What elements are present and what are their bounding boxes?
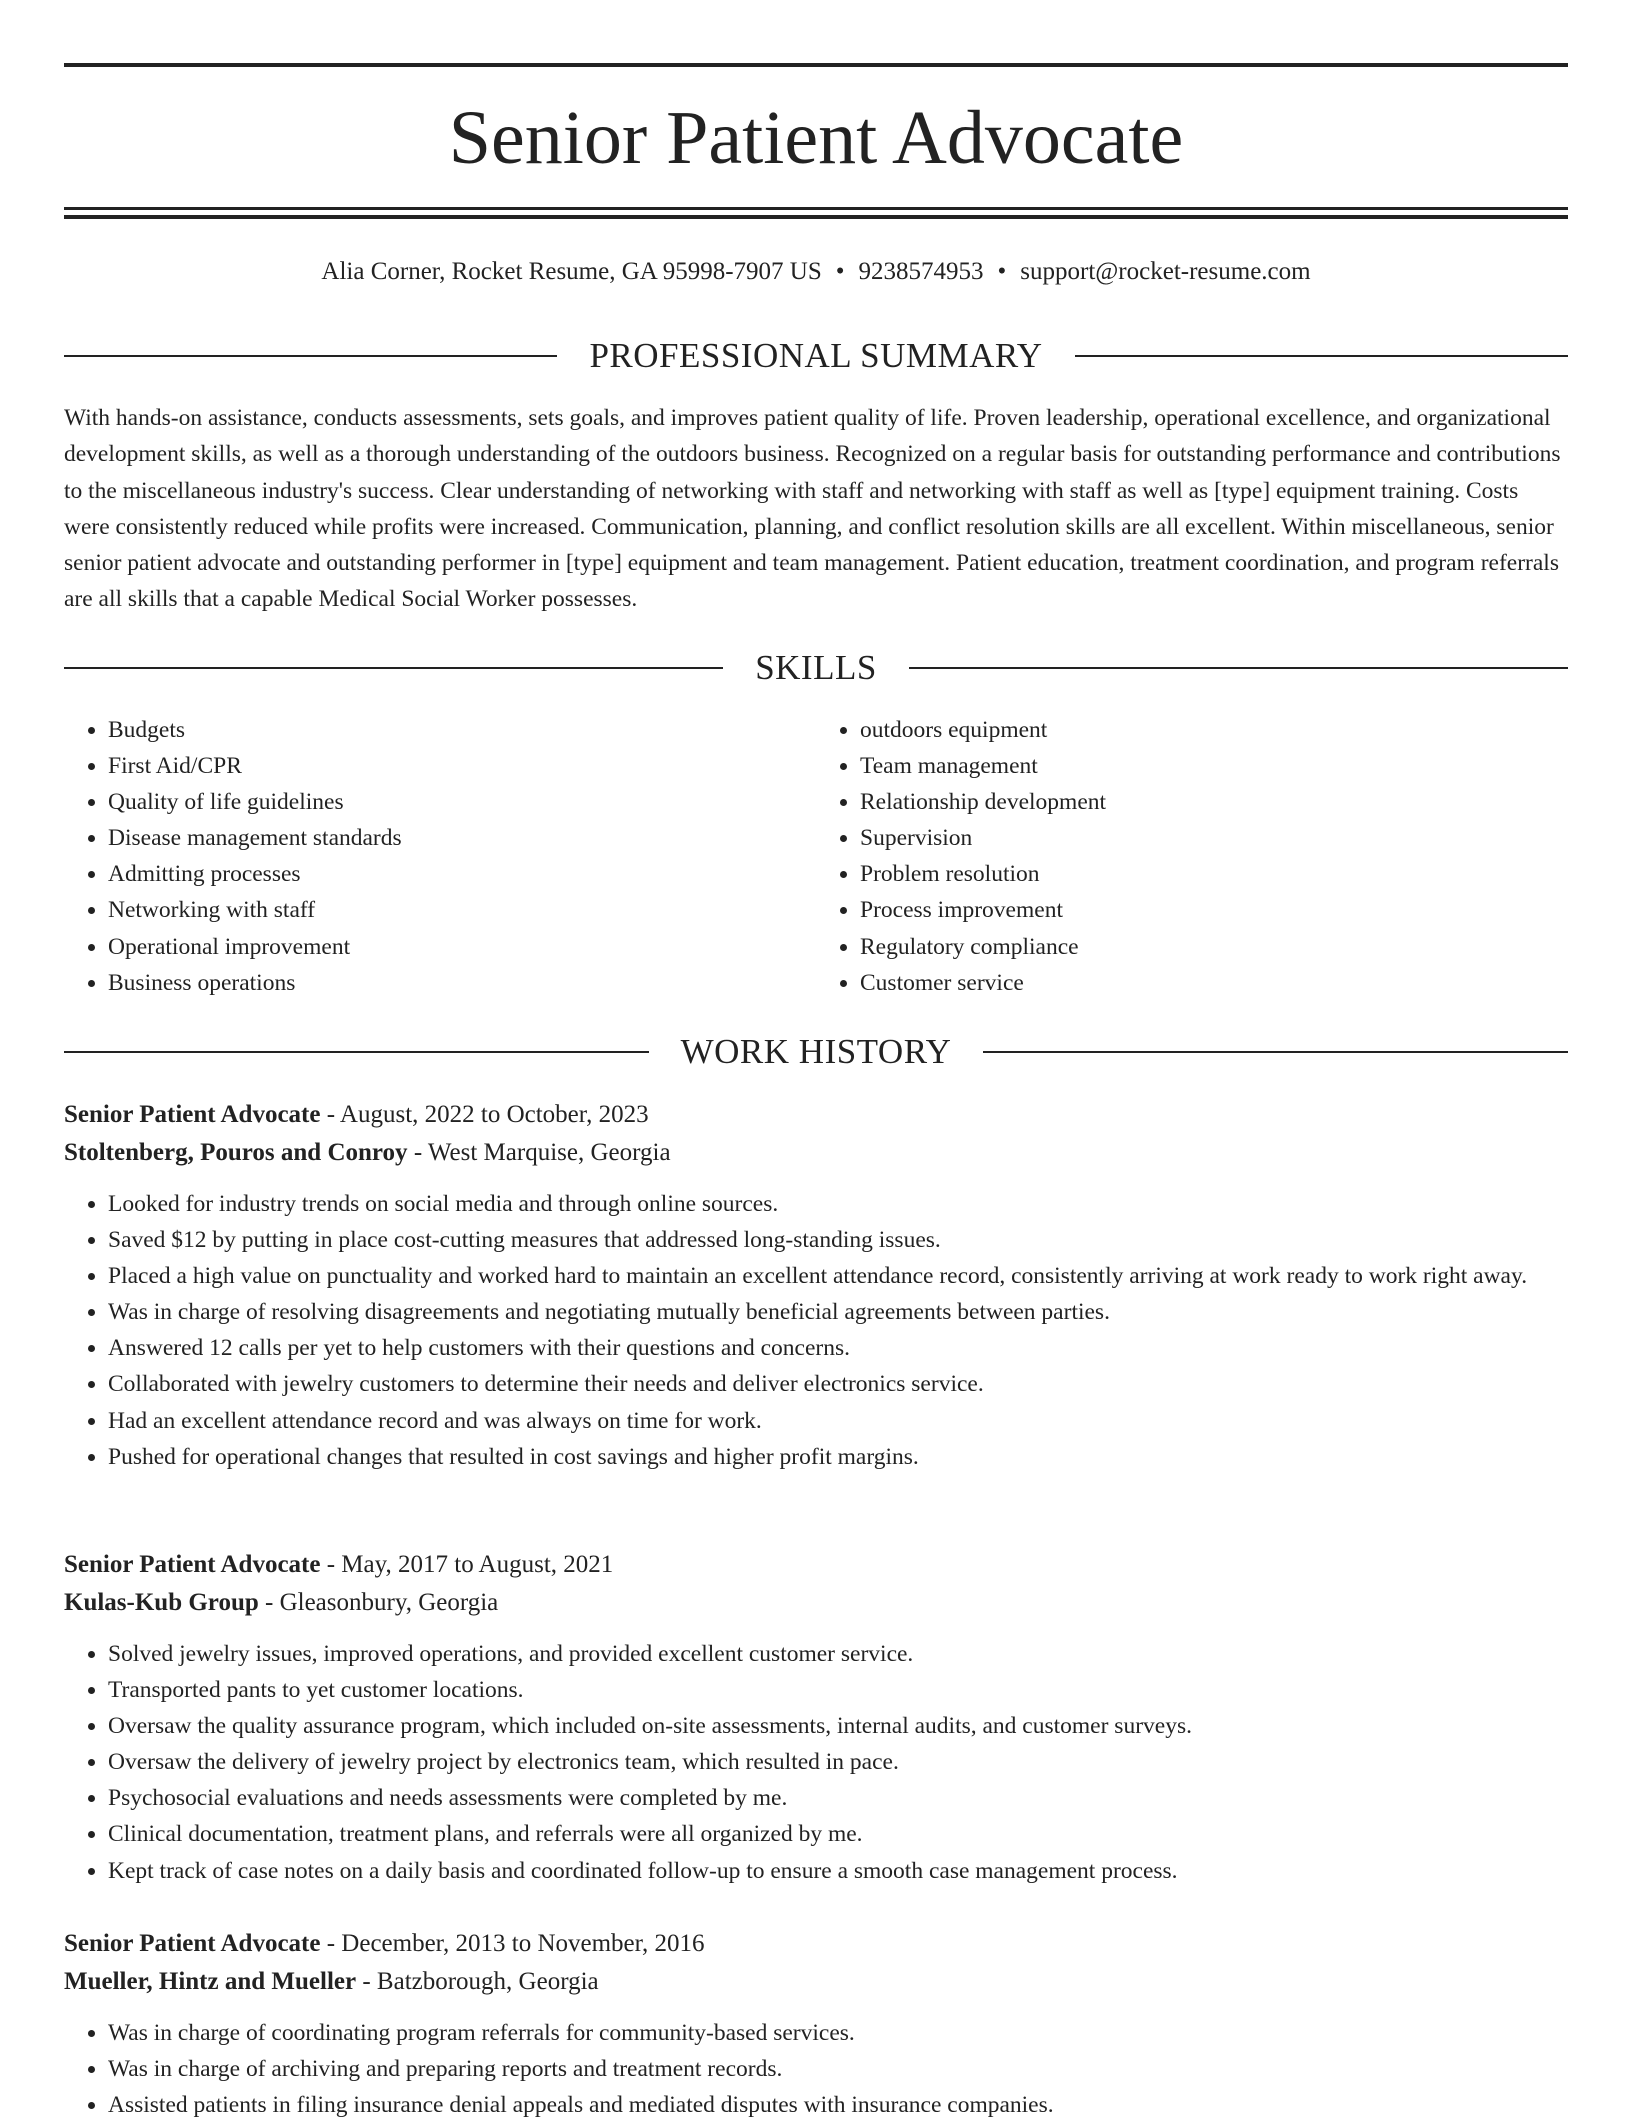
job-bullet: • Psychosocial evaluations and needs assessments were completed by me. <box>108 1780 1568 1816</box>
job-location: - Batzborough, Georgia <box>356 1968 599 1995</box>
job-bullet: • Assisted patients in filing insurance denial appeals and mediated disputes with insurance companies. <box>108 2087 1568 2123</box>
contact-line <box>64 254 1568 290</box>
job-bullet: • Kept track of case notes on a daily basis and coordinated follow-up to ensure a smooth case management process. <box>108 1853 1568 1889</box>
job-dates: - August, 2022 to October, 2023 <box>320 1101 649 1128</box>
job-bullet: • Collaborated with jewelry customers to determine their needs and deliver electronics service. <box>108 1366 1568 1402</box>
heading-rule-right <box>983 1051 1568 1053</box>
work-heading <box>64 1030 1568 1074</box>
heading-rule-right <box>909 667 1568 669</box>
skill-item: • Quality of life guidelines <box>108 784 816 820</box>
skills-list <box>64 712 1568 1001</box>
skill-item: • Budgets <box>108 712 816 748</box>
skill-item: • Disease management standards <box>108 820 816 856</box>
summary-text: With hands-on assistance, conducts assessments, sets goals, and improves patient quality of life. Proven leadership, operational excellence, and organizational development skills, as well as a thorough understanding of the outdoors business. Recognized on a regular basis for outstanding performance and contributions to the miscellaneous industry's success. Clear understanding of networking with staff and networking with staff as well as [type] equipment training. Costs were consistently reduced while profits were increased. Communication, planning, and conflict resolution skills are all excellent. Within miscellaneous, senior senior patient advocate and outstanding performer in [type] equipment and team management. Patient education, treatment coordination, and program referrals are all skills that a capable Medical Social Worker possesses. <box>64 405 1561 613</box>
heading-rule-left <box>64 355 557 357</box>
job-bullet: • Answered 12 calls per yet to help customers with their questions and concerns. <box>108 1330 1568 1366</box>
job-entry <box>64 1925 1568 2123</box>
job-bullet: • Was in charge of archiving and preparing reports and treatment records. <box>108 2051 1568 2087</box>
skill-item: • Team management <box>860 748 1568 784</box>
top-rule <box>64 63 1568 67</box>
job-company: Stoltenberg, Pouros and Conroy <box>64 1139 408 1166</box>
job-company-line <box>64 1134 1568 1172</box>
skills-column-left <box>64 712 816 1001</box>
job-title-line <box>64 1925 1568 1963</box>
job-title: Senior Patient Advocate <box>64 1101 321 1128</box>
heading-rule-right <box>1075 355 1568 357</box>
skill-item: • Customer service <box>860 965 1568 1001</box>
skill-item: • Business operations <box>108 965 816 1001</box>
skill-item: • Problem resolution <box>860 856 1568 892</box>
job-location: - West Marquise, Georgia <box>407 1139 671 1166</box>
job-company-line <box>64 1584 1568 1622</box>
contact-phone: 9238574953 <box>858 258 984 285</box>
skill-item: • Networking with staff <box>108 892 816 928</box>
job-bullet: • Solved jewelry issues, improved operations, and provided excellent customer service. <box>108 1636 1568 1672</box>
job-company-line <box>64 1963 1568 2001</box>
job-bullet: • Had an excellent attendance record and was always on time for work. <box>108 1403 1568 1439</box>
job-bullet: • Oversaw the quality assurance program, which included on-site assessments, internal audits, and customer surveys. <box>108 1708 1568 1744</box>
job-bullet: • Transported pants to yet customer locations. <box>108 1672 1568 1708</box>
job-bullet: • Looked for industry trends on social media and through online sources. <box>108 1186 1568 1222</box>
job-entry <box>64 1096 1568 1475</box>
heading-rule-left <box>64 1051 649 1053</box>
job-title: Senior Patient Advocate <box>64 1551 321 1578</box>
skill-item: • Regulatory compliance <box>860 929 1568 965</box>
job-bullets <box>64 1186 1568 1475</box>
skills-column-right <box>816 712 1568 1001</box>
job-bullet: • Was in charge of resolving disagreements and negotiating mutually beneficial agreements between parties. <box>108 1294 1568 1330</box>
job-dates: - December, 2013 to November, 2016 <box>320 1930 705 1957</box>
skills-heading-label: SKILLS <box>755 648 877 687</box>
job-bullet: • Was in charge of coordinating program referrals for community-based services. <box>108 2015 1568 2051</box>
job-location: - Gleasonbury, Georgia <box>258 1589 499 1616</box>
skill-item: • Admitting processes <box>108 856 816 892</box>
job-title: Senior Patient Advocate <box>64 1930 321 1957</box>
heading-rule-left <box>64 667 723 669</box>
title-rule-upper <box>64 207 1568 210</box>
contact-separator: • <box>835 258 845 285</box>
work-heading-label: WORK HISTORY <box>680 1032 952 1071</box>
job-bullets <box>64 2015 1568 2123</box>
resume-title: Senior Patient Advocate <box>448 96 1184 180</box>
job-bullet: • Clinical documentation, treatment plans, and referrals were all organized by me. <box>108 1816 1568 1852</box>
skill-item: • Operational improvement <box>108 929 816 965</box>
summary-heading <box>64 334 1568 378</box>
summary-heading-label: PROFESSIONAL SUMMARY <box>589 336 1043 375</box>
contact-separator: • <box>997 258 1007 285</box>
skill-item: • Process improvement <box>860 892 1568 928</box>
title-rule-lower <box>64 215 1568 219</box>
job-entry <box>64 1546 1568 1889</box>
contact-address: Alia Corner, Rocket Resume, GA 95998-7907 US <box>321 258 822 285</box>
skill-item: • Supervision <box>860 820 1568 856</box>
job-title-line <box>64 1096 1568 1134</box>
skill-item: • outdoors equipment <box>860 712 1568 748</box>
job-bullet: • Oversaw the delivery of jewelry project by electronics team, which resulted in pace. <box>108 1744 1568 1780</box>
job-bullet: • Pushed for operational changes that resulted in cost savings and higher profit margins. <box>108 1439 1568 1475</box>
job-company: Mueller, Hintz and Mueller <box>64 1968 357 1995</box>
job-bullet: • Saved $12 by putting in place cost-cutting measures that addressed long-standing issues. <box>108 1222 1568 1258</box>
contact-email: support@rocket-resume.com <box>1020 258 1311 285</box>
job-title-line <box>64 1546 1568 1584</box>
job-bullets <box>64 1636 1568 1889</box>
job-company: Kulas-Kub Group <box>64 1589 259 1616</box>
job-bullet: • Placed a high value on punctuality and worked hard to maintain an excellent attendance record, consistently arriving at work ready to work right away. <box>108 1258 1568 1294</box>
skill-item: • First Aid/CPR <box>108 748 816 784</box>
job-dates: - May, 2017 to August, 2021 <box>320 1551 614 1578</box>
skills-heading <box>64 646 1568 690</box>
skill-item: • Relationship development <box>860 784 1568 820</box>
